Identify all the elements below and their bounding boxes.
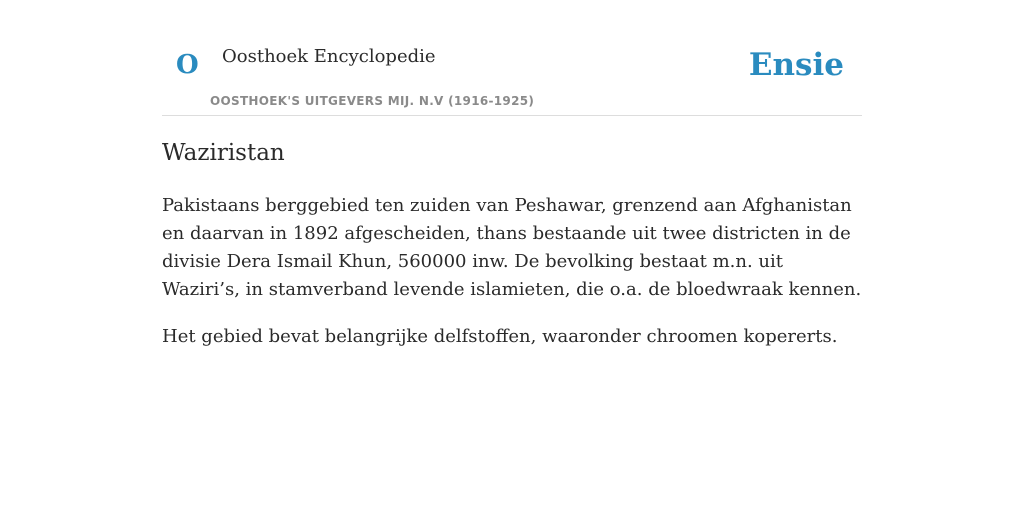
source-subtitle: OOSTHOEK'S UITGEVERS MIJ. N.V (1916-1925) <box>210 94 535 108</box>
page-container <box>162 0 862 347</box>
entry-paragraph: Pakistaans berggebied ten zuiden van Peshawar, grenzend aan Afghanistan en daarvan in 1892 afgescheiden, thans bestaande uit twee districten in de divisie Dera Ismail Khun, 560000 inw. De bevolking bestaat m.n. uit Waziri’s, in stamverband levende islamieten, die o.a. de bloedwraak kennen. <box>162 195 862 300</box>
entry-body <box>162 192 862 370</box>
ensie-logo-link[interactable]: Ensie <box>748 47 844 83</box>
source-logo[interactable]: O <box>176 50 199 80</box>
entry-title: Waziristan <box>162 140 285 166</box>
source-header <box>162 0 862 116</box>
source-title[interactable]: Oosthoek Encyclopedie <box>222 46 436 67</box>
entry-paragraph: Het gebied bevat belangrijke delfstoffen, waaronder chroomen kopererts. <box>162 326 838 347</box>
